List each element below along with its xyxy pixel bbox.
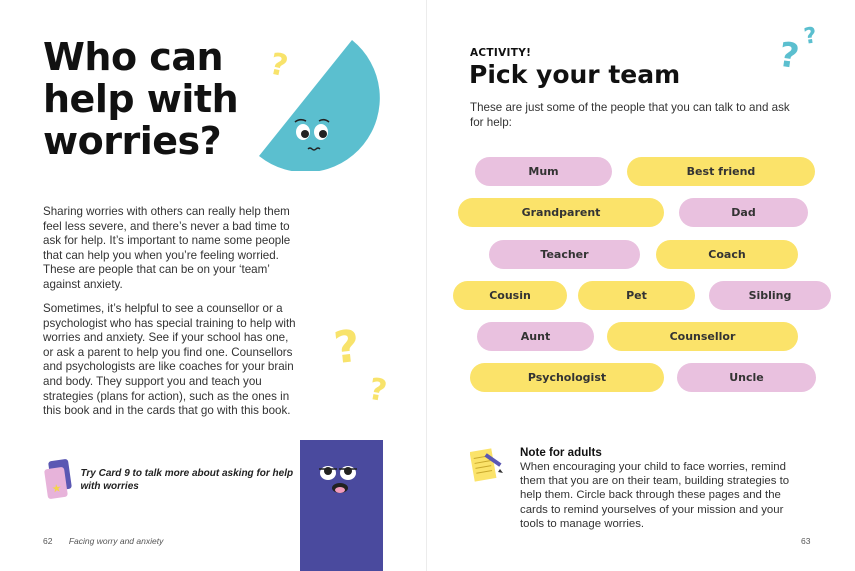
team-pill-psychologist: Psychologist — [470, 363, 664, 392]
note-for-adults — [470, 446, 805, 531]
team-pill-uncle: Uncle — [677, 363, 816, 392]
note-text: When encouraging your child to face worries, remind them that you are on their team, building strategies to help them. Circle back through these pages and the cards to remind yourselves of your mission and your tools to manage worries. — [520, 461, 790, 530]
activity-label: ACTIVITY! — [470, 47, 532, 59]
team-pill-pet: Pet — [578, 281, 695, 310]
left-page — [0, 0, 427, 571]
team-pill-aunt: Aunt — [477, 322, 594, 351]
page-number-right: 63 — [801, 536, 811, 546]
intro-paragraph: Sharing worries with others can really help them feel less severe, and there’s never a bad time to ask for help. It’s important to name some people that can help you when you’re feeling worried. These are people that can be on your ‘team’ against anxiety. — [43, 205, 291, 291]
page-number: 62 — [43, 536, 53, 546]
counsellor-paragraph: Sometimes, it’s helpful to see a counsellor or a psychologist who has special training to help with worries and anxiety. See if your school has one, or ask a parent to help you find one. Counsellors and psychologists are like coaches for your brain and body. They support you and teach you strategies (plans for action), such as the ones in this book and in the cards that go with this book. — [43, 302, 296, 418]
question-mark-icon: ? — [366, 371, 390, 410]
team-pill-best-friend: Best friend — [627, 157, 815, 186]
team-pill-dad: Dad — [679, 198, 808, 227]
notepad-pencil-icon — [470, 446, 504, 486]
card-tip — [46, 460, 296, 500]
right-page — [427, 0, 855, 571]
team-pill-grandparent: Grandparent — [458, 198, 664, 227]
tip-text: Try Card 9 to talk more about asking for help with worries — [80, 468, 294, 492]
question-mark-icon: ? — [266, 46, 291, 85]
rectangle-character-icon — [300, 440, 384, 571]
team-pill-sibling: Sibling — [709, 281, 831, 310]
activity-intro: These are just some of the people that you can talk to and ask for help: — [470, 101, 790, 129]
question-mark-icon: ? — [802, 23, 819, 50]
page-title: Who can help with worries? — [43, 35, 239, 163]
half-circle-character-icon — [255, 36, 385, 171]
note-title: Note for adults — [520, 446, 602, 459]
team-pill-counsellor: Counsellor — [607, 322, 798, 351]
left-footer — [43, 536, 163, 546]
team-pill-teacher: Teacher — [489, 240, 640, 269]
question-mark-icon: ? — [331, 320, 363, 375]
team-pill-coach: Coach — [656, 240, 798, 269]
team-pill-cousin: Cousin — [453, 281, 567, 310]
running-footer: Facing worry and anxiety — [68, 536, 164, 546]
activity-title: Pick your team — [469, 60, 681, 89]
team-pill-mum: Mum — [475, 157, 612, 186]
cards-icon: ★ — [46, 460, 66, 500]
question-mark-icon: ? — [776, 34, 802, 78]
